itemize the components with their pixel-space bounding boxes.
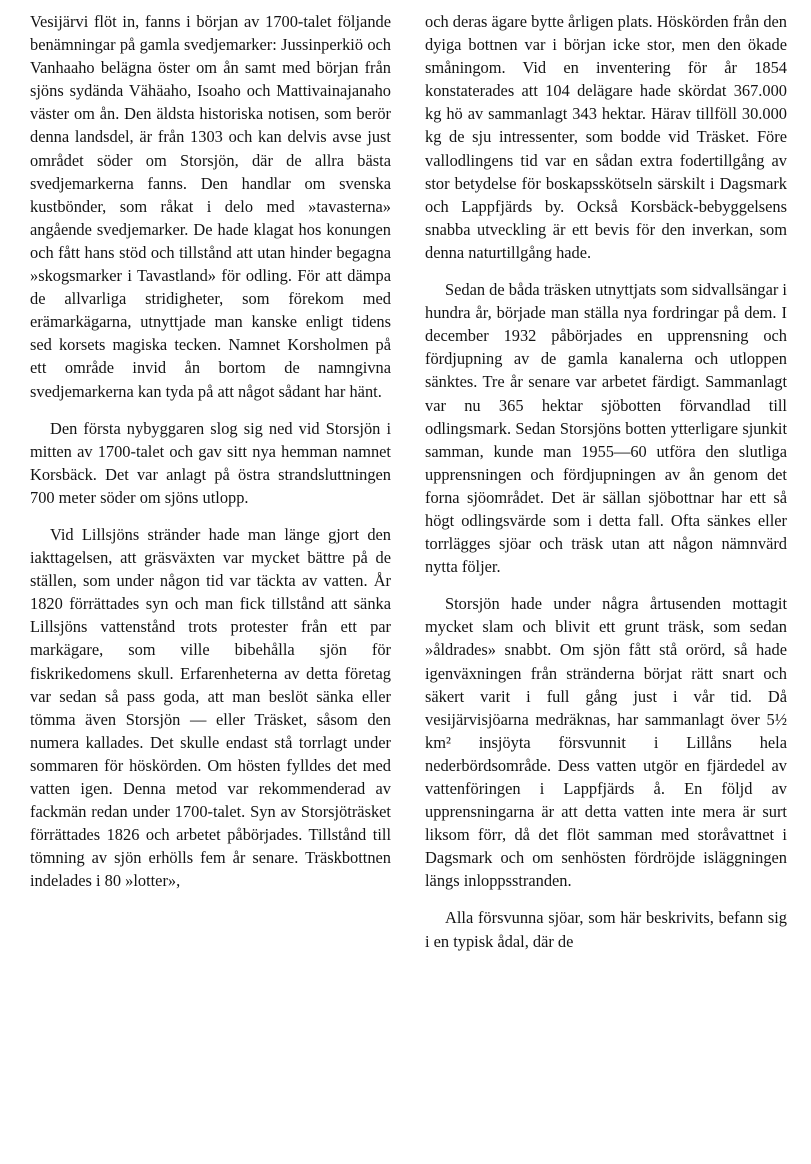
paragraph-hoskord: och deras ägare bytte årligen plats. Höskörden från den dyiga bottnen var i början icke stor, men den ökade småningom. Vid en inventering för år 1854 konstaterades att 104 delägare hade skördat 367.000 kg hö av sammanlagt 343 hektar. Härav tillföll 30.000 kg de sju intressenter, som bodde vid Träsket. Före vallodlingens tid var en sådan extra fodertillgång av stor betydelse för boskapsskötseln särskilt i Dagsmark och Lappfjärds by. Också Korsbäck-bebyggelsens snabba utveckling är ett bevis för den inverkan, som denna naturtillgång hade.: [425, 12, 787, 262]
paragraph-adal: Alla försvunna sjöar, som här beskrivits, befann sig i en typisk ådal, där de: [425, 908, 787, 951]
paragraph-lillsjon: Vid Lillsjöns stränder hade man länge gjort den iakttagelsen, att gräsväxten var mycket bättre på de ställen, som under någon tid var täckta av vatten. År 1820 förrättades syn och man fick tillstånd att sänka Lillsjöns vattenstånd trots protester från ett par markägare, som ville bibehålla sjön för fiskrikedomens skull. Erfarenheterna av detta företag var sedan så pass goda, att man beslöt sänka eller tömma även Storsjön — eller Träsket, såsom den numera kallades. Det skulle endast stå torrlagt under sommaren för höskörden. Om hösten fylldes det med vatten igen. Denna metod var rekommenderad av fackmän redan under 1700-talet. Syn av Storsjöträsket förrättades 1826 och arbetet påbörjades. Tillstånd till tömning av sjön erhölls fem år senare. Träskbottnen indelades i 80 »lotter»,: [30, 524, 391, 891]
left-text-column: [30, 10, 391, 892]
paragraph-korsback: Den första nybyggaren slog sig ned vid Storsjön i mitten av 1700-talet och gav sitt nya hemman namnet Korsbäck. Det var anlagt på östra strandsluttningen 700 meter söder om sjöns utlopp.: [30, 418, 391, 507]
paragraph-svedjemarker: Vesijärvi flöt in, fanns i början av 1700-talet följande benämningar på gamla svedjemarker: Jussinperkiö och Vanhaaho belägna öster om ån samt med början från sjöns sydända Vähäaho, Isoaho och Mattivainajanaho väster om ån. Den äldsta historiska notisen, som berör denna landsdel, är från 1303 och kan delvis avse just området söder om Storsjön, där de allra bästa svedjemarkerna fanns. Den handlar om svenska kustbönder, som råkat i delo med »tavasterna» angående svedjemarker. De hade klagat hos konungen och fått hans stöd och tillstånd att utan hinder begagna »skogsmarker i Tavastland» för odling. För att dämpa de allvarliga stridigheter, som förekom med erämarkägarna, utnyttjade man kanske enligt tidens sed korsets magiska tecken. Namnet Korsholmen på ett område invid ån bortom de namngivna svedjemarkerna kan tyda på att något sådant har hänt.: [30, 12, 391, 401]
right-text-column: [425, 10, 787, 953]
paragraph-storsjon: Storsjön hade under några årtusenden mottagit mycket slam och blivit ett grunt träsk, som sedan »åldrades» snabbt. Om sjön fått stå orörd, så hade igenväxningen från stränderna börjat rätt snart och säkert varit i full gång just i vår tid. Då vesijärvisjöarna medräknas, har sammanlagt över 5½ km² insjöyta försvunnit i Lillåns hela nederbördsområde. Dess vatten utgör en fjärdedel av vattenföringen i Lappfjärds å. En följd av upprensningarna är att detta vatten inte mera är surt liksom förr, då det flöt samman med storåvattnet i Dagsmark och om senhösten fördröjde isläggningen längs inloppsstranden.: [425, 594, 787, 891]
paragraph-upprensning: Sedan de båda träsken utnyttjats som sidvallsängar i hundra år, började man ställa nya fordringar på dem. I december 1932 påbörjades en upprensning och fördjupning av de gamla kanalerna och utloppen sänktes. Tre år senare var arbetet färdigt. Sammanlagt var nu 365 hektar sjöbotten förvandlad till odlingsmark. Sedan Storsjöns botten ytterligare sjunkit samman, kunde man 1955—60 utföra den slutliga upprensningen och fördjupningen av ån genom det forna sjöområdet. Det är sällan sjöbottnar har ett så högt odlingsvärde som i detta fall. Ofta sänkes eller torrlägges sjöar och träsk utan att någon nämnvärd nytta följer.: [425, 280, 787, 577]
